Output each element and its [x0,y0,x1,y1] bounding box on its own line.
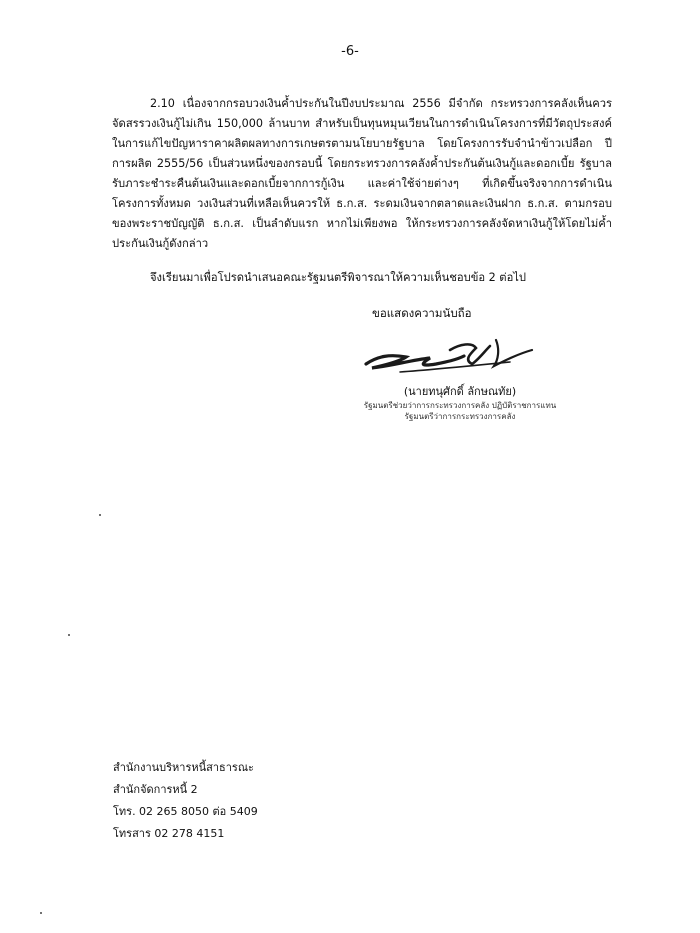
scan-speck [68,634,70,636]
contact-phone: โทร. 02 265 8050 ต่อ 5409 [113,805,258,818]
signer-title-line-2: รัฐมนตรีว่าการกระทรวงการคลัง [404,412,516,421]
contact-block [113,757,258,845]
closing-salutation: ขอแสดงความนับถือ [372,306,472,320]
scan-speck [99,514,101,516]
signer-title-line-1: รัฐมนตรีช่วยว่าการกระทรวงการคลัง ปฏิบัติราชการแทน [363,401,557,410]
request-paragraph: จึงเรียนมาเพื่อโปรดนำเสนอคณะรัฐมนตรีพิจารณาให้ความเห็นชอบข้อ 2 ต่อไป [150,271,527,284]
contact-division: สำนักจัดการหนี้ 2 [113,783,198,796]
contact-office: สำนักงานบริหารหนี้สาธารณะ [113,761,254,774]
paragraph-2-10 [112,94,612,254]
signer-name: (นายทนุศักดิ์ ลักษณทัย) [403,385,517,398]
scan-speck [40,912,42,914]
contact-fax: โทรสาร 02 278 4151 [113,827,225,840]
page-number: -6- [341,44,359,59]
paragraph-2-10-text: 2.10 เนื่องจากกรอบวงเงินค้ำประกันในปีงบประมาณ 2556 มีจำกัด กระทรวงการคลังเห็นควรจัดสรรวงเงินกู้ไม่เกิน 150,000 ล้านบาท สำหรับเป็นทุนหมุนเวียนในการดำเนินโครงการที่มีวัตถุประสงค์ในการแก้ไขปัญหาราคาผลิตผลทางการเกษตรตามนโยบายรัฐบาล โดยโครงการรับจำนำข้าวเปลือก ปีการผลิต 2555/56 เป็นส่วนหนึ่งของกรอบนี้ โดยกระทรวงการคลังค้ำประกันต้นเงินกู้และดอกเบี้ย รัฐบาลรับภาระชำระคืนต้นเงินและดอกเบี้ยจากการกู้เงิน และค่าใช้จ่ายต่างๆ ที่เกิดขึ้นจริงจากการดำเนินโครงการทั้งหมด วงเงินส่วนที่เหลือเห็นควรให้ ธ.ก.ส. ระดมเงินจากตลาดและเงินฝาก ธ.ก.ส. ตามกรอบของพระราชบัญญัติ ธ.ก.ส. เป็นลำดับแรก หากไม่เพียงพอ ให้กระทรวงการคลังจัดหาเงินกู้ให้โดยไม่ค้ำประกันเงินกู้ดังกล่าว [112,97,612,250]
handwritten-signature [360,330,540,386]
signer-block [360,382,560,422]
